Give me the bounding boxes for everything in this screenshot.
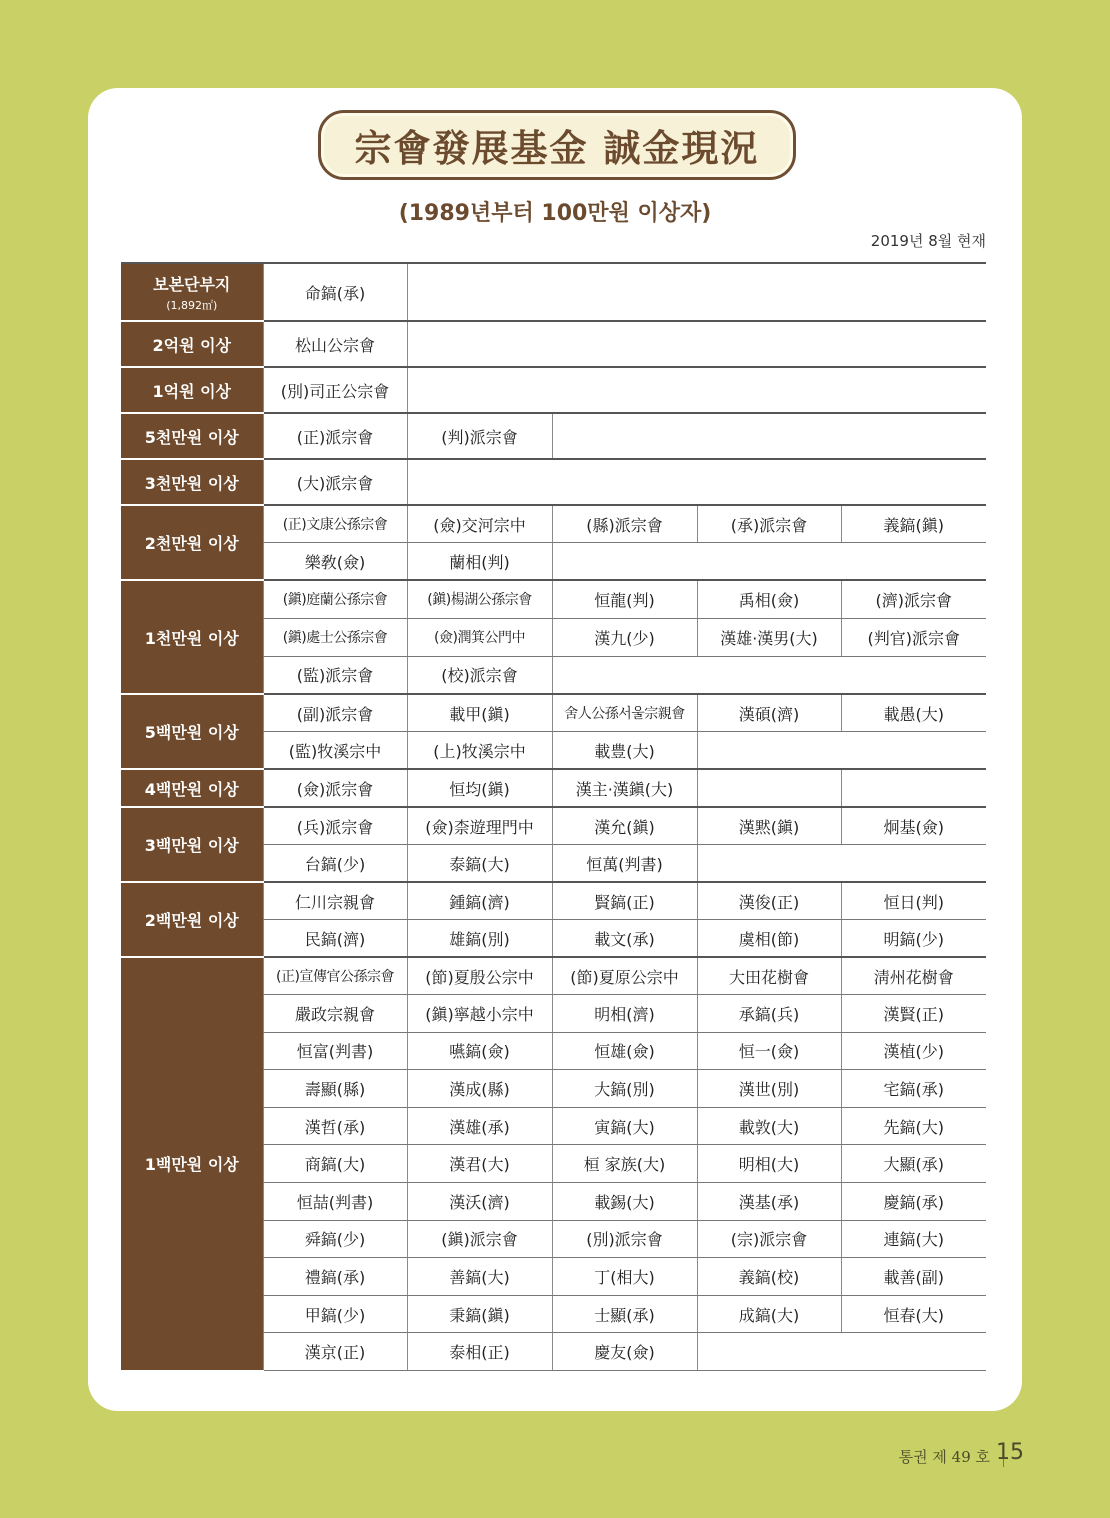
donor-cell: 雄鎬(別) xyxy=(407,920,552,958)
donor-cell: 秉鎬(鎭) xyxy=(407,1295,552,1333)
donor-cell: 禹相(僉) xyxy=(697,580,841,618)
donor-cell: (僉)交河宗中 xyxy=(407,505,552,543)
donor-cell: (別)派宗會 xyxy=(552,1220,697,1258)
page-number: 15 xyxy=(996,1440,1024,1465)
category-label: 보본단부지 xyxy=(153,274,231,294)
donor-cell: 漢黙(鎭) xyxy=(697,807,841,845)
donor-cell: (上)牧溪宗中 xyxy=(407,732,552,770)
donor-cell: (縣)派宗會 xyxy=(552,505,697,543)
donor-cell: 漢允(鎭) xyxy=(552,807,697,845)
empty-cell xyxy=(552,656,986,694)
donor-cell: 恒一(僉) xyxy=(697,1032,841,1070)
content-card xyxy=(88,88,1022,1411)
donor-cell: (正)宣傳官公孫宗會 xyxy=(263,957,407,995)
donor-cell: 載甲(鎭) xyxy=(407,694,552,732)
donation-table xyxy=(121,262,986,1372)
page-title: 宗會發展基金 誠金現況 xyxy=(354,126,760,170)
donor-cell: (鎭)楊湖公孫宗會 xyxy=(407,580,552,618)
donor-cell: (僉)柰遊理門中 xyxy=(407,807,552,845)
category-cell xyxy=(121,580,263,694)
donor-cell: 載文(承) xyxy=(552,920,697,958)
donor-cell: 泰鎬(大) xyxy=(407,845,552,883)
subtitle: (1989년부터 100만원 이상자) xyxy=(398,201,712,226)
donor-cell: 桓 家族(大) xyxy=(552,1145,697,1183)
donor-cell: 承鎬(兵) xyxy=(697,995,841,1033)
donor-cell: (宗)派宗會 xyxy=(697,1220,841,1258)
donor-cell: 載善(副) xyxy=(841,1258,986,1296)
donor-cell: 漢賢(正) xyxy=(841,995,986,1033)
donor-cell: 載敦(大) xyxy=(697,1107,841,1145)
empty-cell xyxy=(407,459,986,505)
donor-cell: 善鎬(大) xyxy=(407,1258,552,1296)
donor-cell: (濟)派宗會 xyxy=(841,580,986,618)
donor-cell: 壽顯(縣) xyxy=(263,1070,407,1108)
donor-cell: 漢沃(濟) xyxy=(407,1183,552,1221)
category-cell xyxy=(121,263,263,321)
category-label: 3백만원 이상 xyxy=(144,836,239,855)
donor-cell: (鎭)派宗會 xyxy=(407,1220,552,1258)
category-label: 5백만원 이상 xyxy=(144,723,239,742)
donor-cell: 舜鎬(少) xyxy=(263,1220,407,1258)
donor-cell: 虞相(節) xyxy=(697,920,841,958)
donor-cell: (鎭)庭蘭公孫宗會 xyxy=(263,580,407,618)
donor-cell: 漢哲(承) xyxy=(263,1107,407,1145)
date-label: 2019년 8월 현재 xyxy=(870,232,986,250)
category-label: 1백만원 이상 xyxy=(144,1155,239,1175)
donor-cell: (正)文康公孫宗會 xyxy=(263,505,407,543)
donor-cell: (副)派宗會 xyxy=(263,694,407,732)
empty-cell xyxy=(407,321,986,367)
donor-cell: (監)派宗會 xyxy=(263,656,407,694)
donor-cell: 寅鎬(大) xyxy=(552,1107,697,1145)
donor-cell: 台鎬(少) xyxy=(263,845,407,883)
donor-cell: 士顯(承) xyxy=(552,1295,697,1333)
donor-cell: 恒富(判書) xyxy=(263,1032,407,1070)
donor-cell: 賢鎬(正) xyxy=(552,882,697,920)
category-sublabel: (1,892㎡) xyxy=(166,298,218,312)
donor-cell: (鎭)寧越小宗中 xyxy=(407,995,552,1033)
donor-cell: 恒雄(僉) xyxy=(552,1032,697,1070)
donor-cell: 大顯(承) xyxy=(841,1145,986,1183)
category-label: 1억원 이상 xyxy=(152,381,232,401)
donor-cell: (別)司正公宗會 xyxy=(263,367,407,413)
category-cell xyxy=(121,807,263,882)
donor-cell: 命鎬(承) xyxy=(263,263,407,321)
donor-cell: 丁(相大) xyxy=(552,1258,697,1296)
donor-cell: 明相(大) xyxy=(697,1145,841,1183)
donor-cell: 漢京(正) xyxy=(263,1333,407,1371)
category-cell xyxy=(121,505,263,580)
donor-cell: 恒喆(判書) xyxy=(263,1183,407,1221)
category-label: 5천만원 이상 xyxy=(144,427,239,447)
donor-cell: 恒萬(判書) xyxy=(552,845,697,883)
donor-cell: 恒日(判) xyxy=(841,882,986,920)
donor-cell: 慶鎬(承) xyxy=(841,1183,986,1221)
donor-cell: 成鎬(大) xyxy=(697,1295,841,1333)
donor-cell: (僉)潤箕公門中 xyxy=(407,618,552,656)
donor-cell: 漢世(別) xyxy=(697,1070,841,1108)
empty-cell xyxy=(407,263,986,321)
donor-cell: (監)牧溪宗中 xyxy=(263,732,407,770)
category-label: 2백만원 이상 xyxy=(144,911,239,930)
donor-cell: 漢雄·漢男(大) xyxy=(697,618,841,656)
donor-cell: 民鎬(濟) xyxy=(263,920,407,958)
donor-cell: 慶友(僉) xyxy=(552,1333,697,1371)
donor-cell: 恒均(鎭) xyxy=(407,769,552,807)
category-cell xyxy=(121,769,263,807)
donor-cell: 泰相(正) xyxy=(407,1333,552,1371)
donor-cell: (僉)派宗會 xyxy=(263,769,407,807)
title-box xyxy=(318,110,796,180)
category-label: 2억원 이상 xyxy=(152,335,232,355)
donor-cell: 甲鎬(少) xyxy=(263,1295,407,1333)
donor-cell: 載愚(大) xyxy=(841,694,986,732)
donor-cell xyxy=(841,769,986,807)
donor-cell: 漢雄(承) xyxy=(407,1107,552,1145)
category-cell xyxy=(121,413,263,459)
donor-cell: 連鎬(大) xyxy=(841,1220,986,1258)
empty-cell xyxy=(552,413,986,459)
donor-cell: 蘭相(判) xyxy=(407,543,552,581)
donor-cell: 漢基(承) xyxy=(697,1183,841,1221)
donor-cell: 義鎬(校) xyxy=(697,1258,841,1296)
donor-cell: 禮鎬(承) xyxy=(263,1258,407,1296)
donor-cell: 義鎬(鎭) xyxy=(841,505,986,543)
donor-cell: 漢俊(正) xyxy=(697,882,841,920)
donor-cell: 載豊(大) xyxy=(552,732,697,770)
donor-cell: 明相(濟) xyxy=(552,995,697,1033)
category-cell xyxy=(121,694,263,769)
donor-cell: 先鎬(大) xyxy=(841,1107,986,1145)
donor-cell: 炯基(僉) xyxy=(841,807,986,845)
empty-cell xyxy=(697,1333,986,1371)
category-cell xyxy=(121,367,263,413)
donor-cell: 嚴政宗親會 xyxy=(263,995,407,1033)
donor-cell: 宅鎬(承) xyxy=(841,1070,986,1108)
donor-cell: 恒春(大) xyxy=(841,1295,986,1333)
donor-cell: 淸州花樹會 xyxy=(841,957,986,995)
donor-cell: (判)派宗會 xyxy=(407,413,552,459)
donor-cell: (大)派宗會 xyxy=(263,459,407,505)
empty-cell xyxy=(697,732,986,770)
donor-cell: 松山公宗會 xyxy=(263,321,407,367)
donor-cell: 大田花樹會 xyxy=(697,957,841,995)
donor-cell: 大鎬(別) xyxy=(552,1070,697,1108)
donor-cell: (校)派宗會 xyxy=(407,656,552,694)
donor-cell: 載錫(大) xyxy=(552,1183,697,1221)
donor-cell: 商鎬(大) xyxy=(263,1145,407,1183)
category-label: 4백만원 이상 xyxy=(144,779,239,799)
donor-cell: 樂敎(僉) xyxy=(263,543,407,581)
category-cell xyxy=(121,321,263,367)
donor-cell: (鎭)處士公孫宗會 xyxy=(263,618,407,656)
donor-cell: (節)夏原公宗中 xyxy=(552,957,697,995)
donor-cell: 舍人公孫서울宗親會 xyxy=(552,694,697,732)
donor-cell: (兵)派宗會 xyxy=(263,807,407,845)
donor-cell: 漢碩(濟) xyxy=(697,694,841,732)
category-label: 1천만원 이상 xyxy=(144,628,239,648)
donor-cell: 漢植(少) xyxy=(841,1032,986,1070)
donor-cell: (正)派宗會 xyxy=(263,413,407,459)
category-label: 2천만원 이상 xyxy=(144,534,239,553)
category-cell xyxy=(121,957,263,1371)
publication-label: 통권 제 49 호 xyxy=(898,1448,990,1466)
category-cell xyxy=(121,459,263,505)
donor-cell xyxy=(697,769,841,807)
empty-cell xyxy=(407,367,986,413)
empty-cell xyxy=(552,543,986,581)
donor-cell: 鍾鎬(濟) xyxy=(407,882,552,920)
category-cell xyxy=(121,882,263,957)
donor-cell: (節)夏殷公宗中 xyxy=(407,957,552,995)
donor-cell: 漢主·漢鎭(大) xyxy=(552,769,697,807)
donor-cell: 仁川宗親會 xyxy=(263,882,407,920)
category-label: 3천만원 이상 xyxy=(144,473,239,493)
donor-cell: 漢成(縣) xyxy=(407,1070,552,1108)
donor-cell: 嚥鎬(僉) xyxy=(407,1032,552,1070)
donor-cell: 明鎬(少) xyxy=(841,920,986,958)
empty-cell xyxy=(697,845,986,883)
donor-cell: 恒龍(判) xyxy=(552,580,697,618)
donor-cell: 漢九(少) xyxy=(552,618,697,656)
donor-cell: 漢君(大) xyxy=(407,1145,552,1183)
donor-cell: (承)派宗會 xyxy=(697,505,841,543)
donor-cell: (判官)派宗會 xyxy=(841,618,986,656)
